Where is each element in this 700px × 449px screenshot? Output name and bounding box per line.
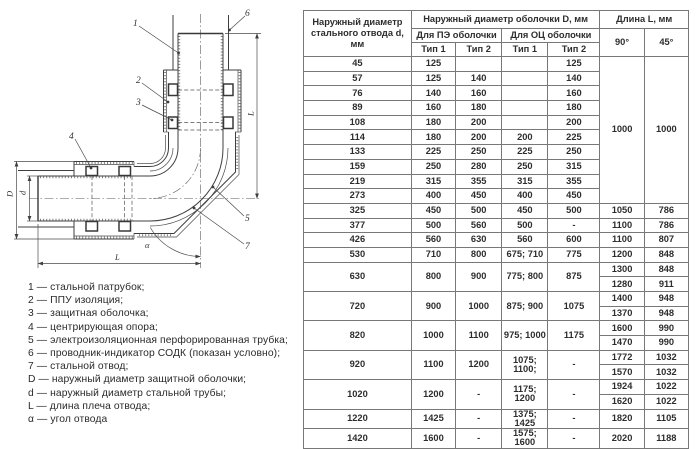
cell-D-3: - [548, 350, 600, 379]
cell-L45: 1022 [644, 380, 688, 395]
cell-L90: 1300 [600, 262, 644, 277]
cell-d: 325 [304, 203, 412, 218]
cell-L90: 1570 [600, 365, 644, 380]
header-steel-diameter: Наружный диаметр стального отвода d, мм [304, 11, 412, 57]
dim-L-right [225, 34, 261, 199]
cell-d: 377 [304, 218, 412, 233]
header-pe-shell: Для ПЭ оболочки [411, 29, 501, 43]
dim-alpha [145, 228, 201, 257]
legend [28, 281, 288, 426]
cell-D-3: - [548, 380, 600, 409]
cell-L90: 1000 [600, 57, 644, 204]
legend-item: 1 — стальной патрубок; [28, 282, 145, 293]
dim-label-L-bottom: L [115, 252, 120, 262]
cell-D-0: 180 [411, 130, 455, 145]
cell-D-2: 675; 710 [502, 247, 548, 262]
legend-item: D — наружный диаметр защитной оболочки; [28, 374, 247, 386]
cell-D-2 [502, 101, 548, 116]
dim-label-D: D [4, 190, 15, 197]
centering-supports [86, 84, 233, 231]
cell-d: 630 [304, 262, 412, 291]
cell-D-0: 1200 [411, 380, 455, 409]
cell-L90: 1400 [600, 292, 644, 307]
cell-D-0: 1600 [411, 429, 455, 449]
cell-L90: 1820 [600, 409, 644, 429]
cell-D-1: 200 [456, 115, 502, 130]
cell-D-3: - [548, 409, 600, 429]
cell-D-1: 450 [456, 189, 502, 204]
cell-D-3: 125 [548, 57, 600, 72]
header-length: Длина L, мм [600, 11, 689, 29]
cell-D-3: 315 [548, 159, 600, 174]
cell-d: 426 [304, 233, 412, 248]
legend-item: 7 — стальной отвод; [28, 361, 129, 373]
cell-d: 108 [304, 115, 412, 130]
cell-D-0: 225 [411, 145, 455, 160]
cell-D-3: 180 [548, 101, 600, 116]
cell-D-1: 500 [456, 203, 502, 218]
legend-item: 6 — проводник-индикатор СОДК (показан условно); [28, 348, 281, 360]
cell-D-2 [502, 57, 548, 72]
table-row [304, 292, 689, 307]
cell-D-2 [502, 86, 548, 101]
spec-table [303, 10, 689, 449]
cell-D-3: 500 [548, 203, 600, 218]
header-pe-type1: Тип 1 [411, 43, 455, 57]
legend-item: d — наружный диаметр стальной трубы; [28, 387, 227, 399]
cell-d: 273 [304, 189, 412, 204]
table-row [304, 247, 689, 262]
cell-D-0: 500 [411, 218, 455, 233]
cell-L90: 1050 [600, 203, 644, 218]
table-row [304, 350, 689, 365]
cell-D-1: 560 [456, 218, 502, 233]
cell-L45: 948 [644, 292, 688, 307]
cell-D-2: 200 [502, 130, 548, 145]
cell-D-3: 1075 [548, 292, 600, 321]
cell-L45: 990 [644, 321, 688, 336]
cell-d: 89 [304, 101, 412, 116]
cell-D-2: 450 [502, 203, 548, 218]
cell-D-3: 450 [548, 189, 600, 204]
cell-D-2: 560 [502, 233, 548, 248]
cell-d: 820 [304, 321, 412, 350]
cell-D-1: 200 [456, 130, 502, 145]
cell-d: 219 [304, 174, 412, 189]
cell-D-1: - [456, 380, 502, 409]
cell-D-1: 140 [456, 71, 502, 86]
cell-L90: 1100 [600, 233, 644, 248]
spec-table-body [304, 57, 689, 449]
header-oc-type1: Тип 1 [502, 43, 548, 57]
header-90deg: 90° [600, 29, 644, 57]
cell-D-3: 875 [548, 262, 600, 291]
table-row [304, 218, 689, 233]
table-row [304, 380, 689, 395]
sodk-wires [18, 15, 229, 227]
legend-item: 2 — ППУ изоляция; [28, 295, 124, 307]
cell-D-0: 125 [411, 57, 455, 72]
cell-D-1: 1100 [456, 321, 502, 350]
callout-3: 3 [136, 98, 141, 108]
cell-D-0: 250 [411, 159, 455, 174]
cell-D-0: 710 [411, 247, 455, 262]
cell-d: 114 [304, 130, 412, 145]
cell-D-1: 160 [456, 86, 502, 101]
cell-D-0: 160 [411, 101, 455, 116]
dim-label-L-right: L [245, 111, 256, 116]
cell-D-2: 875; 900 [502, 292, 548, 321]
cell-D-0: 140 [411, 86, 455, 101]
cell-d: 530 [304, 247, 412, 262]
cell-L90: 1200 [600, 247, 644, 262]
cell-D-2: 975; 1000 [502, 321, 548, 350]
cell-L90: 2020 [600, 429, 644, 449]
cell-D-2: 775; 800 [502, 262, 548, 291]
cell-D-1: 800 [456, 247, 502, 262]
cell-L90: 1924 [600, 380, 644, 395]
cell-L45: 786 [644, 203, 688, 218]
cell-D-2: 315 [502, 174, 548, 189]
table-row [304, 57, 689, 72]
cell-D-3: 355 [548, 174, 600, 189]
cell-d: 76 [304, 86, 412, 101]
cell-D-1: 900 [456, 262, 502, 291]
cell-L45: 1000 [644, 57, 688, 204]
cell-L45: 848 [644, 262, 688, 277]
callout-1: 1 [133, 19, 138, 29]
cell-L45: 911 [644, 277, 688, 292]
cell-D-1: 250 [456, 145, 502, 160]
cell-d: 1420 [304, 429, 412, 449]
cell-D-1: 1000 [456, 292, 502, 321]
cell-D-3: - [548, 429, 600, 449]
cell-D-0: 315 [411, 174, 455, 189]
cell-D-2: 400 [502, 189, 548, 204]
table-row [304, 262, 689, 277]
cell-D-2: 1075; 1100; [502, 350, 548, 379]
cell-d: 133 [304, 145, 412, 160]
cell-D-0: 800 [411, 262, 455, 291]
cell-D-2: 1375; 1425 [502, 409, 548, 429]
cell-L90: 1620 [600, 394, 644, 409]
header-pe-type2: Тип 2 [456, 43, 502, 57]
cell-L90: 1370 [600, 306, 644, 321]
header-oc-type2: Тип 2 [548, 43, 600, 57]
legend-item: 4 — центрирующая опора; [28, 321, 158, 333]
cell-D-3: 160 [548, 86, 600, 101]
cell-D-0: 1425 [411, 409, 455, 429]
cell-L90: 1772 [600, 350, 644, 365]
cell-D-3: 600 [548, 233, 600, 248]
cell-d: 159 [304, 159, 412, 174]
cell-d: 57 [304, 71, 412, 86]
cell-D-2: 225 [502, 145, 548, 160]
callout-2: 2 [136, 76, 141, 86]
table-row [304, 321, 689, 336]
callout-6: 6 [245, 9, 250, 19]
cell-D-1 [456, 57, 502, 72]
cell-D-2 [502, 115, 548, 130]
cell-D-1: 355 [456, 174, 502, 189]
cell-L45: 807 [644, 233, 688, 248]
hidden-edges [92, 90, 223, 221]
cell-D-3: 775 [548, 247, 600, 262]
cell-D-0: 560 [411, 233, 455, 248]
legend-item: α — угол отвода [28, 414, 108, 426]
cell-D-3: - [548, 218, 600, 233]
table-row [304, 203, 689, 218]
cell-D-0: 900 [411, 292, 455, 321]
elbow-drawing [2, 0, 302, 278]
callout-4: 4 [69, 132, 74, 142]
cell-L90: 1280 [600, 277, 644, 292]
cell-L45: 1105 [644, 409, 688, 429]
cell-D-3: 1175 [548, 321, 600, 350]
cell-L90: 1470 [600, 336, 644, 351]
cell-D-0: 400 [411, 189, 455, 204]
cell-L45: 948 [644, 306, 688, 321]
dim-label-alpha: α [145, 240, 150, 250]
callout-leaders [75, 16, 245, 244]
cell-D-3: 225 [548, 130, 600, 145]
cell-D-3: 200 [548, 115, 600, 130]
cell-D-1: 1200 [456, 350, 502, 379]
cell-L45: 1032 [644, 365, 688, 380]
cell-D-1: 180 [456, 101, 502, 116]
cell-D-1: 630 [456, 233, 502, 248]
cell-L45: 1188 [644, 429, 688, 449]
cell-L45: 848 [644, 247, 688, 262]
header-45deg: 45° [644, 29, 688, 57]
cell-L90: 1600 [600, 321, 644, 336]
cell-d: 45 [304, 57, 412, 72]
cell-D-2: 1175; 1200 [502, 380, 548, 409]
cell-d: 1020 [304, 380, 412, 409]
cell-L45: 786 [644, 218, 688, 233]
cell-D-1: - [456, 429, 502, 449]
table-row [304, 233, 689, 248]
cell-D-0: 1100 [411, 350, 455, 379]
cell-D-2: 1575; 1600 [502, 429, 548, 449]
pipe-hatching [40, 36, 222, 220]
cell-D-0: 180 [411, 115, 455, 130]
cell-L45: 1022 [644, 394, 688, 409]
cell-D-0: 450 [411, 203, 455, 218]
header-oc-shell: Для ОЦ оболочки [502, 29, 600, 43]
cell-D-2: 500 [502, 218, 548, 233]
cell-D-1: - [456, 409, 502, 429]
centerlines [29, 14, 260, 268]
cell-d: 920 [304, 350, 412, 379]
cell-D-1: 280 [456, 159, 502, 174]
table-row [304, 409, 689, 429]
callout-5: 5 [245, 214, 250, 224]
legend-item: L — длина плеча отвода; [28, 400, 151, 412]
cell-d: 720 [304, 292, 412, 321]
cell-D-2 [502, 71, 548, 86]
callout-7: 7 [245, 242, 250, 252]
legend-item: 5 — электроизоляционная перфорированная трубка; [28, 334, 288, 346]
cell-D-0: 125 [411, 71, 455, 86]
cell-D-3: 250 [548, 145, 600, 160]
cell-L45: 1032 [644, 350, 688, 365]
table-row [304, 429, 689, 449]
cell-D-0: 1000 [411, 321, 455, 350]
cell-d: 1220 [304, 409, 412, 429]
cell-L45: 990 [644, 336, 688, 351]
dim-label-d: d [17, 190, 28, 195]
header-shell-diameter: Наружный диаметр оболочки D, мм [411, 11, 600, 29]
cell-D-2: 250 [502, 159, 548, 174]
cell-L90: 1100 [600, 218, 644, 233]
legend-item: 3 — защитная оболочка; [28, 308, 149, 320]
cell-D-3: 140 [548, 71, 600, 86]
